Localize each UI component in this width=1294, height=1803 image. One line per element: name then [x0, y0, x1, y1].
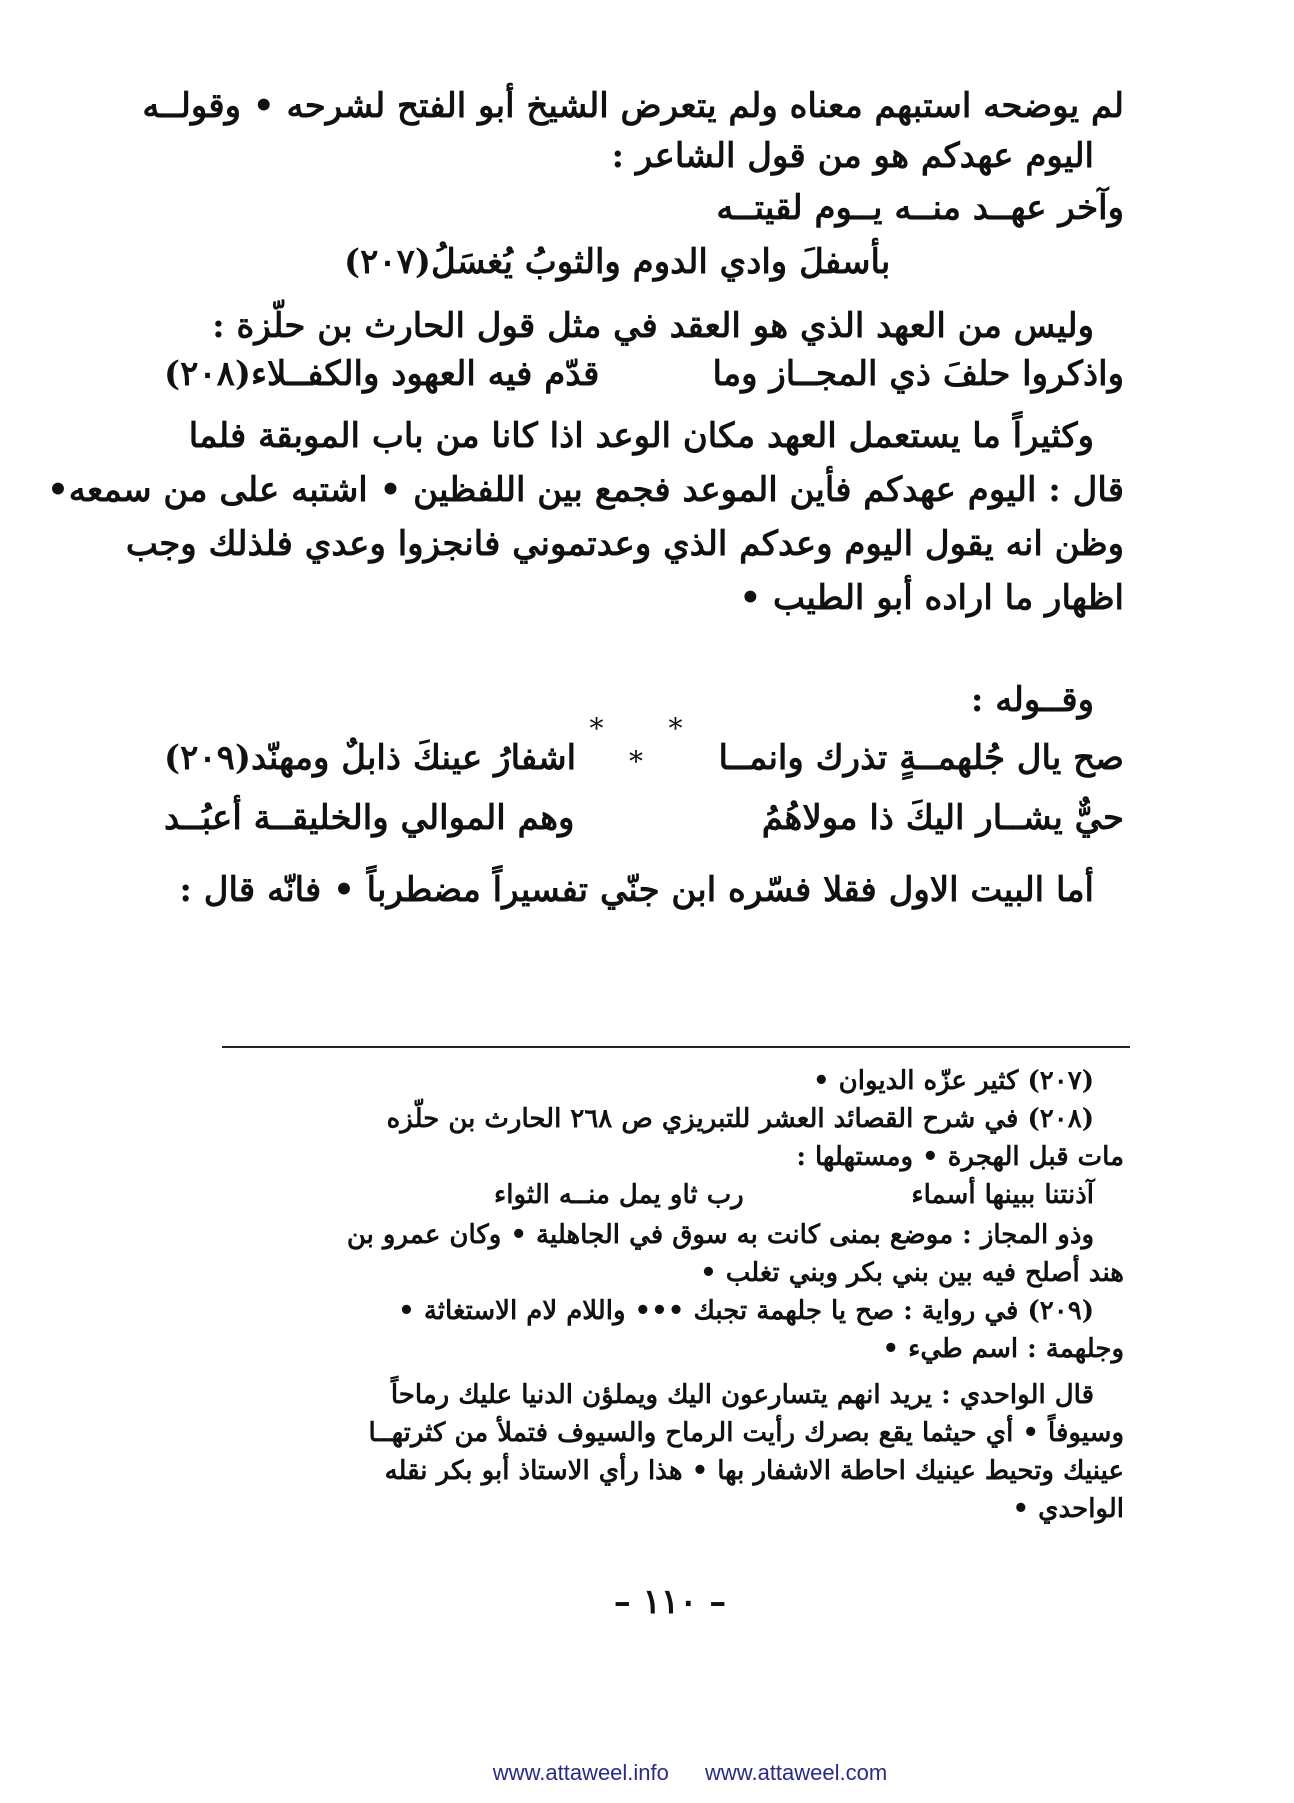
verse-3-hemistich-2: اشفارُ عينكَ ذابلٌ ومهنّد(٢٠٩) — [164, 738, 577, 778]
verse-3-hemistich-1: صح يال جُلهمــةٍ تذرك وانمــا — [718, 738, 1124, 778]
footnote-208-line-1: (٢٠٨) في شرح القصائد العشر للتبريزي ص ٢٦٨ الحارث بن حلّزه — [386, 1104, 1094, 1134]
footnote-208-verse-hemistich-2: رب ثاو يمل منــه الثواء — [494, 1180, 744, 1210]
footnote-209-line-4: وسيوفاً • أي حيثما يقع بصرك رأيت الرماح والسيوف فتملأ من كثرتهــا — [368, 1418, 1124, 1448]
body-line-2: اليوم عهدكم هو من قول الشاعر : — [611, 136, 1094, 176]
footnote-208-line-3: وذو المجاز : موضع بمنى كانت به سوق في الجاهلية • وكان عمرو بن — [346, 1220, 1094, 1250]
paragraph-2: وليس من العهد الذي هو العقد في مثل قول الحارث بن حلّزة : — [212, 306, 1094, 346]
verse-2-hemistich-1: واذكروا حلفَ ذي المجــاز وما — [712, 354, 1124, 394]
footnote-208-verse-hemistich-1: آذنتنا ببينها أسماء — [911, 1180, 1094, 1210]
verse-1-hemistich-1: وآخر عهــد منــه يــوم لقيتــه — [716, 188, 1124, 228]
verse-2-hemistich-2: قدّم فيه العهود والكفــلاء(٢٠٨) — [164, 354, 600, 394]
footnote-207: (٢٠٧) كثير عزّه الديوان • — [812, 1066, 1094, 1096]
paragraph-3-line-3: وظن انه يقول اليوم وعدكم الذي وعدتموني فانجزوا وعدي فلذلك وجب — [125, 524, 1124, 564]
footnote-209-line-6: الواحدي • — [1012, 1494, 1124, 1524]
page-number: – ١١٠ – — [613, 1582, 727, 1622]
section-separator-stars: * * * — [589, 712, 711, 778]
footnote-208-line-2: مات قبل الهجرة • ومستهلها : — [796, 1142, 1124, 1172]
footer-url-info[interactable]: www.attaweel.info — [492, 1760, 669, 1785]
footer-url-com[interactable]: www.attaweel.com — [705, 1760, 888, 1785]
footnote-209-line-5: عينيك وتحيط عينيك احاطة الاشفار بها • هذا رأي الاستاذ أبو بكر نقله — [384, 1456, 1124, 1486]
body-line-1: لم يوضحه استبهم معناه ولم يتعرض الشيخ أبو الفتح لشرحه • وقولــه — [142, 86, 1124, 126]
paragraph-4: أما البيت الاول فقلا فسّره ابن جنّي تفسيراً مضطرباً • فانّه قال : — [179, 870, 1094, 910]
footer-links — [440, 1760, 940, 1786]
paragraph-3-line-4: اظهار ما اراده أبو الطيب • — [739, 578, 1124, 618]
footnote-209-line-1: (٢٠٩) في رواية : صح يا جلهمة تجبك ••• واللام لام الاستغاثة • — [398, 1296, 1094, 1326]
verse-1-hemistich-2: بأسفلَ وادي الدوم والثوبُ يُغسَلُ(٢٠٧) — [344, 242, 891, 282]
paragraph-3-line-2: قال : اليوم عهدكم فأين الموعد فجمع بين اللفظين • اشتبه على من سمعه• — [47, 470, 1124, 510]
footnote-209-line-3: قال الواحدي : يريد انهم يتسارعون اليك ويملؤن الدنيا عليك رماحاً — [390, 1380, 1094, 1410]
verse-4-hemistich-1: حيٌّ يشــار اليكَ ذا مولاهُمُ — [761, 798, 1124, 838]
verse-4-hemistich-2: وهم الموالي والخليقــة أعبُــد — [164, 798, 575, 838]
footnote-208-line-4: هند أصلح فيه بين بني بكر وبني تغلب • — [700, 1258, 1124, 1288]
qawluhu-label: وقــوله : — [970, 680, 1094, 720]
footnote-209-line-2: وجلهمة : اسم طيء • — [882, 1334, 1124, 1364]
paragraph-3-line-1: وكثيراً ما يستعمل العهد مكان الوعد اذا كانا من باب الموبقة فلما — [188, 416, 1094, 456]
footnote-divider — [222, 1046, 1130, 1048]
